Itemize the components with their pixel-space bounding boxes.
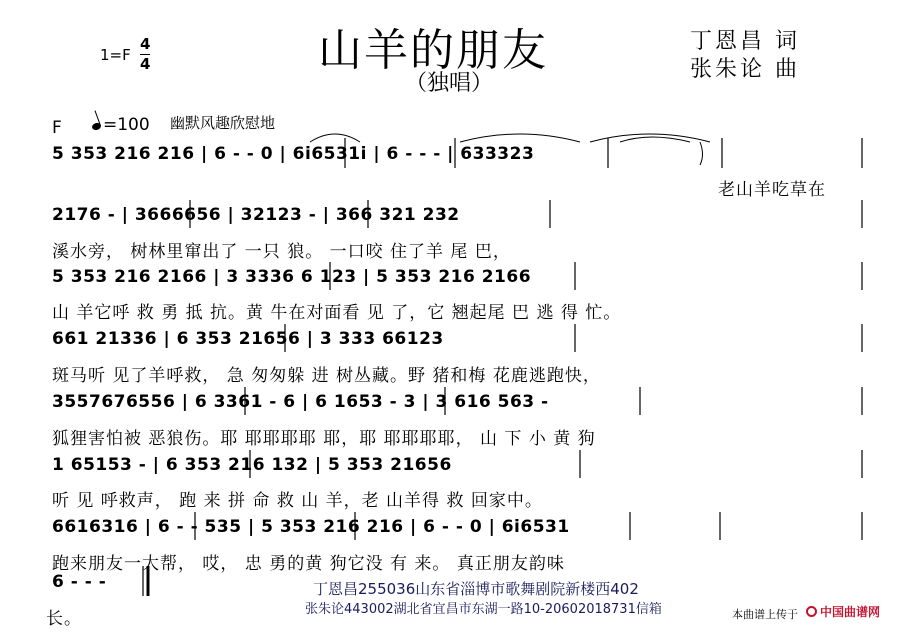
tempo-value: =100 [103,115,150,135]
score-row-7-lyrics: 跑来朋友一大帮， 哎， 忠 勇的黄 狗它没 有 来。 真正朋友韵味 [52,554,565,574]
time-signature-top: 4 [140,35,151,53]
score-row-4-notes: 661 21336 | 6 353 21656 | 3 333 66123 [52,329,444,349]
score-row-5-notes: 3557676556 | 6 3361 - 6 | 6 1653 - 3 | 3 616 563 - [52,392,549,412]
score-row-1-notes: 5 353 216 216 | 6 - - 0 | 6i6531i | 6 - - - | 633323 [52,144,535,164]
key-signature: 1=F [100,46,131,64]
score-row-6-notes: 1 65153 - | 6 353 216 132 | 5 353 21656 [52,455,452,475]
composer-credit: 张朱论 曲 [690,57,800,82]
score-row-6-lyrics: 听 见 呼救声， 跑 来 拼 命 救 山 羊，老 山羊得 救 回家中。 [52,491,543,511]
score-row-8-lyrics: 长。 [46,609,82,629]
lyricist-credit: 丁恩昌 词 [690,29,800,54]
score-row-2-lyrics: 溪水旁， 树林里窜出了 一只 狼。 一口咬 住了羊 尾 巴， [52,242,511,262]
site-logo-icon [806,606,817,617]
score-row-3-notes: 5 353 216 2166 | 3 3336 6 123 | 5 353 216 2166 [52,267,532,287]
score-row-1-lyrics: 老山羊吃草在 [718,180,826,200]
song-title: 山羊的朋友 [318,25,548,76]
time-signature-bottom: 4 [140,55,151,73]
footer-address-2: 张朱论443002湖北省宜昌市东湖一路10-20602018731信箱 [305,602,662,617]
expression-marking: 幽默风趣欣慰地 [170,114,276,132]
site-brand-link[interactable]: 中国曲谱网 [820,605,881,619]
score-row-8-notes: 6 - - - [52,572,107,592]
upload-note: 本曲谱上传于 [732,608,798,621]
footer-address-1: 丁恩昌255036山东省淄博市歌舞剧院新楼西402 [313,580,639,598]
score-row-4-lyrics: 斑马听 见了羊呼救， 急 匆匆躲 进 树丛藏。野 猪和梅 花鹿逃跑快， [52,366,601,386]
score-row-2-notes: 2176 - | 3666656 | 32123 - | 366 321 232 [52,205,460,225]
song-subtitle: （独唱） [405,71,494,96]
score-row-5-lyrics: 狐狸害怕被 恶狼伤。耶 耶耶耶耶 耶，耶 耶耶耶耶， 山 下 小 黄 狗 [52,429,596,449]
score-row-7-notes: 6616316 | 6 - - 535 | 5 353 216 216 | 6 - - 0 | 6i6531 [52,517,570,537]
score-row-3-lyrics: 山 羊它呼 救 勇 抵 抗。黄 牛在对面看 见 了，它 翘起尾 巴 逃 得 忙。 [52,303,622,323]
tonic-label: F [52,118,62,138]
